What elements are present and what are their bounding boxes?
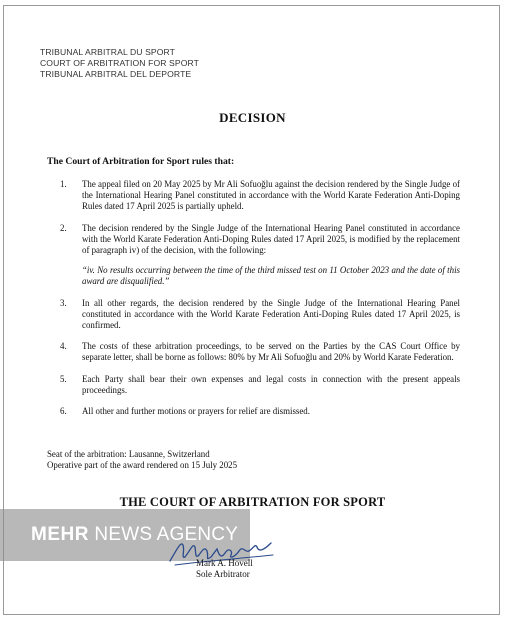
ruling-item: [60, 406, 460, 417]
operative-date: Operative part of the award rendered on 15 July 2025: [47, 460, 238, 471]
watermark-rest: NEWS AGENCY: [88, 524, 239, 545]
signatory-role: Sole Arbitrator: [196, 569, 250, 579]
letterhead-line-es: TRIBUNAL ARBITRAL DEL DEPORTE: [40, 69, 192, 79]
item-text: The appeal filed on 20 May 2025 by Mr Ali Sofuoğlu against the decision rendered by the Single Judge of the International Hearing Panel constituted in accordance with the World Karate Federation Anti-Doping Rules dated 17 April 2025 is partially upheld.: [82, 179, 460, 212]
letterhead-line-en: COURT OF ARBITRATION FOR SPORT: [40, 58, 199, 68]
item-number: 6.: [60, 406, 67, 417]
item-number: 4.: [60, 341, 67, 352]
item-body: [82, 223, 460, 288]
item-text: The decision rendered by the Single Judge of the International Hearing Panel constituted in accordance with the World Karate Federation Anti-Doping Rules dated 17 April 2025, is modified by the replacement of paragraph iv) of the decision, with the following:: [82, 222, 460, 256]
item-number: 2.: [60, 222, 67, 233]
ruling-item: [60, 223, 460, 288]
letterhead-line-fr: TRIBUNAL ARBITRAL DU SPORT: [40, 47, 176, 57]
ruling-item: [60, 298, 460, 332]
signatory-block: [196, 558, 253, 580]
ruling-item: [60, 179, 460, 213]
item-text: All other and further motions or prayers for relief are dismissed.: [82, 406, 310, 417]
signatory-name: Mark A. Hovell: [196, 558, 253, 568]
court-name: THE COURT OF ARBITRATION FOR SPORT: [119, 495, 386, 509]
item-number: 3.: [60, 297, 67, 308]
ruling-list: [60, 179, 460, 427]
intro-heading: The Court of Arbitration for Sport rules that:: [47, 156, 235, 167]
ruling-item: [60, 341, 460, 363]
ruling-item: [60, 374, 460, 396]
item-text: Each Party shall bear their own expenses and legal costs in connection with the present appeals proceedings.: [82, 373, 460, 395]
item-number: 5.: [60, 373, 67, 384]
document-title: DECISION: [219, 110, 286, 125]
seat-block: [47, 449, 237, 471]
item-quote: “iv. No results occurring between the time of the third missed test on 11 October 2023 and the date of this award are disqualified.”: [82, 265, 460, 287]
letterhead: [40, 47, 199, 80]
item-text: The costs of these arbitration proceedings, to be served on the Parties by the CAS Court Office by separate letter, shall be borne as follows: 80% by Mr Ali Sofuoğlu and 20% by World Karate Federation.: [82, 341, 460, 363]
seat-of-arbitration: Seat of the arbitration: Lausanne, Switzerland: [47, 449, 210, 459]
item-number: 1.: [60, 179, 67, 189]
watermark-brand: MEHR: [31, 524, 89, 545]
item-text: In all other regards, the decision rendered by the Single Judge of the International Hearing Panel constituted in accordance with the World Karate Federation Anti-Doping Rules dated 17 April 2025, is confirmed.: [82, 297, 460, 331]
